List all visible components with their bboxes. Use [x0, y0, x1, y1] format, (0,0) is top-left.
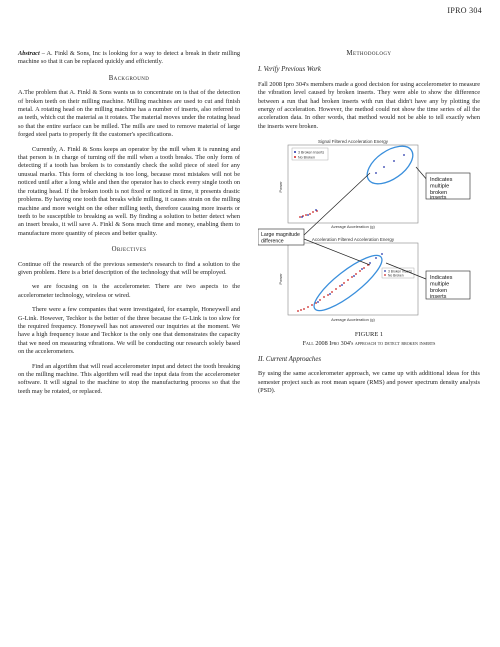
current-approaches-paragraph: By using the same accelerometer approach, we came up with additional ideas for this semester project such as root mean square (RMS) and power spectrum density analysis (PSD). — [258, 370, 480, 395]
top-plot-legend — [292, 148, 328, 160]
verify-paragraph: Fall 2008 Ipro 304's members made a good decision for using accelerometer to measure the vibration level caused by broken inserts. They were able to show the difference between a run that had broken inserts with run that didn't have any by plotting the energy of acceleration. However, the method could not show the time series of all the acceleration data. In other words, that method would not be able to tell exactly when the inserts were broken. — [258, 80, 480, 130]
section-title-objectives: Objectives — [111, 246, 147, 254]
bottom-plot-legend — [382, 268, 414, 278]
annotation-top-group — [416, 167, 470, 201]
objectives-paragraph-1: Continue off the research of the previous semester's research to find a solution to the given problem. Here is a brief description of the technology that will be employed. — [18, 260, 240, 276]
abstract-label: Abstract — [18, 50, 40, 57]
left-column — [18, 50, 240, 402]
objectives-paragraph-2: we are focusing on is the accelerometer. There are two aspects to the accelerometer technology, wireless or wired. — [18, 283, 240, 299]
abstract — [18, 50, 240, 67]
abstract-text: – A. Finkl & Sons, Inc is looking for a way to detect a break in their milling machine so that it can be replaced quickly and efficiently. — [18, 50, 240, 66]
section-title-methodology: Methodology — [346, 50, 392, 57]
bottom-plot-y-label: Power — [278, 273, 283, 285]
legend-broken-label: 3 Broken Inserts — [298, 150, 325, 155]
annotation-top-text: Indicates multiple broken inserts — [430, 177, 453, 202]
bottom-plot-x-label: Average Acceleration (g) — [331, 317, 375, 323]
legend-nobroken-marker — [294, 156, 296, 158]
bottom-plot-frame — [288, 243, 418, 315]
right-column — [258, 50, 480, 402]
legend-broken-marker — [294, 151, 296, 153]
top-plot-y-label: Power — [278, 181, 283, 193]
figure-1 — [258, 137, 480, 329]
background-paragraph-2: Currently, A. Finkl & Sons keeps an operator by the mill when it is running and that person is in charge of turning off the mill when a tooth breaks. The only form of detecting if a tooth has broken is to constantly check the solid piece of steel for any unusual marks. This form of checking is too long, because most mistakes will not be noticed until after a long while and then the operator has to check every single tooth on the rotating head. If the broken tooth is not fixed or noticed in time, it presents drastic problems. By having one tooth that breaks while milling, it causes strain on the milling machine and more weight on the other milling teeth, therefore causing more inserts or teeth to be susceptible to breaking as well. By finding a solution to better detect when an insert breaks, it will save A. Finkl & Sons much time and money, enabling them to manufacture more quantity of pieces and better quality. — [18, 145, 240, 237]
annotation-left-text: Large magnitude difference — [261, 232, 300, 245]
top-plot-title: Signal Filtered Acceleration Energy — [317, 139, 389, 145]
subsection-verify-previous-work: I. Verify Previous Work — [258, 66, 321, 74]
running-header: IPRO 304 — [447, 6, 482, 15]
figure-caption-title: Fall 2008 Ipro 304's approach to detect broken inserts — [302, 339, 436, 347]
section-title-background: Background — [108, 74, 150, 82]
subsection-current-approaches: II. Current Approaches — [258, 356, 321, 364]
bottom-legend-broken-label: 3 Broken Inserts — [388, 269, 413, 274]
bottom-plot-title: Acceleration Filtered Acceleration Energy — [311, 237, 395, 243]
bottom-legend-nobroken-label: No Broken — [388, 273, 404, 278]
top-plot-x-label: Average Acceleration (g) — [331, 224, 375, 230]
legend-nobroken-label: No Broken — [298, 155, 315, 160]
annotation-bottom-text: Indicates multiple broken inserts — [430, 275, 453, 301]
figure-1-graphic — [258, 137, 480, 329]
objectives-paragraph-4: Find an algorithm that will read accelerometer input and detect the tooth breaking on the milling machine. This algorithm will read the input data from the accelerometer software. It will signal to the machine to stop the manufacturing process so that the teeth may be rotated, or replaced. — [18, 362, 240, 395]
figure-caption-label: FIGURE 1 — [354, 331, 384, 339]
objectives-paragraph-3: There were a few companies that were investigated, for example, Honeywell and G-Link. However, Techkor is the better of the three because the G-Link is too slow for the required frequency. Honeywell has not answered our inquiries at the moment. We have a high frequency issue and Techkor is the only one that demonstrates the capacity that we need on measuring vibrations. We will be conducting our research solely based on the accelerometers. — [18, 306, 240, 356]
background-paragraph-1: A.The problem that A. Finkl & Sons wants us to concentrate on is that of the detection of broken teeth on their milling machine. Milling machines are used to cut and finish metal. A rotating head on the milling machine has a number of inserts, also referred to as teeth, which cut the material as it rotates. The material moves under the rotating head so that the entire surface can be milled. The mills are used to remove material of large forged steel parts to properly fit the customer's specifications. — [18, 89, 240, 139]
